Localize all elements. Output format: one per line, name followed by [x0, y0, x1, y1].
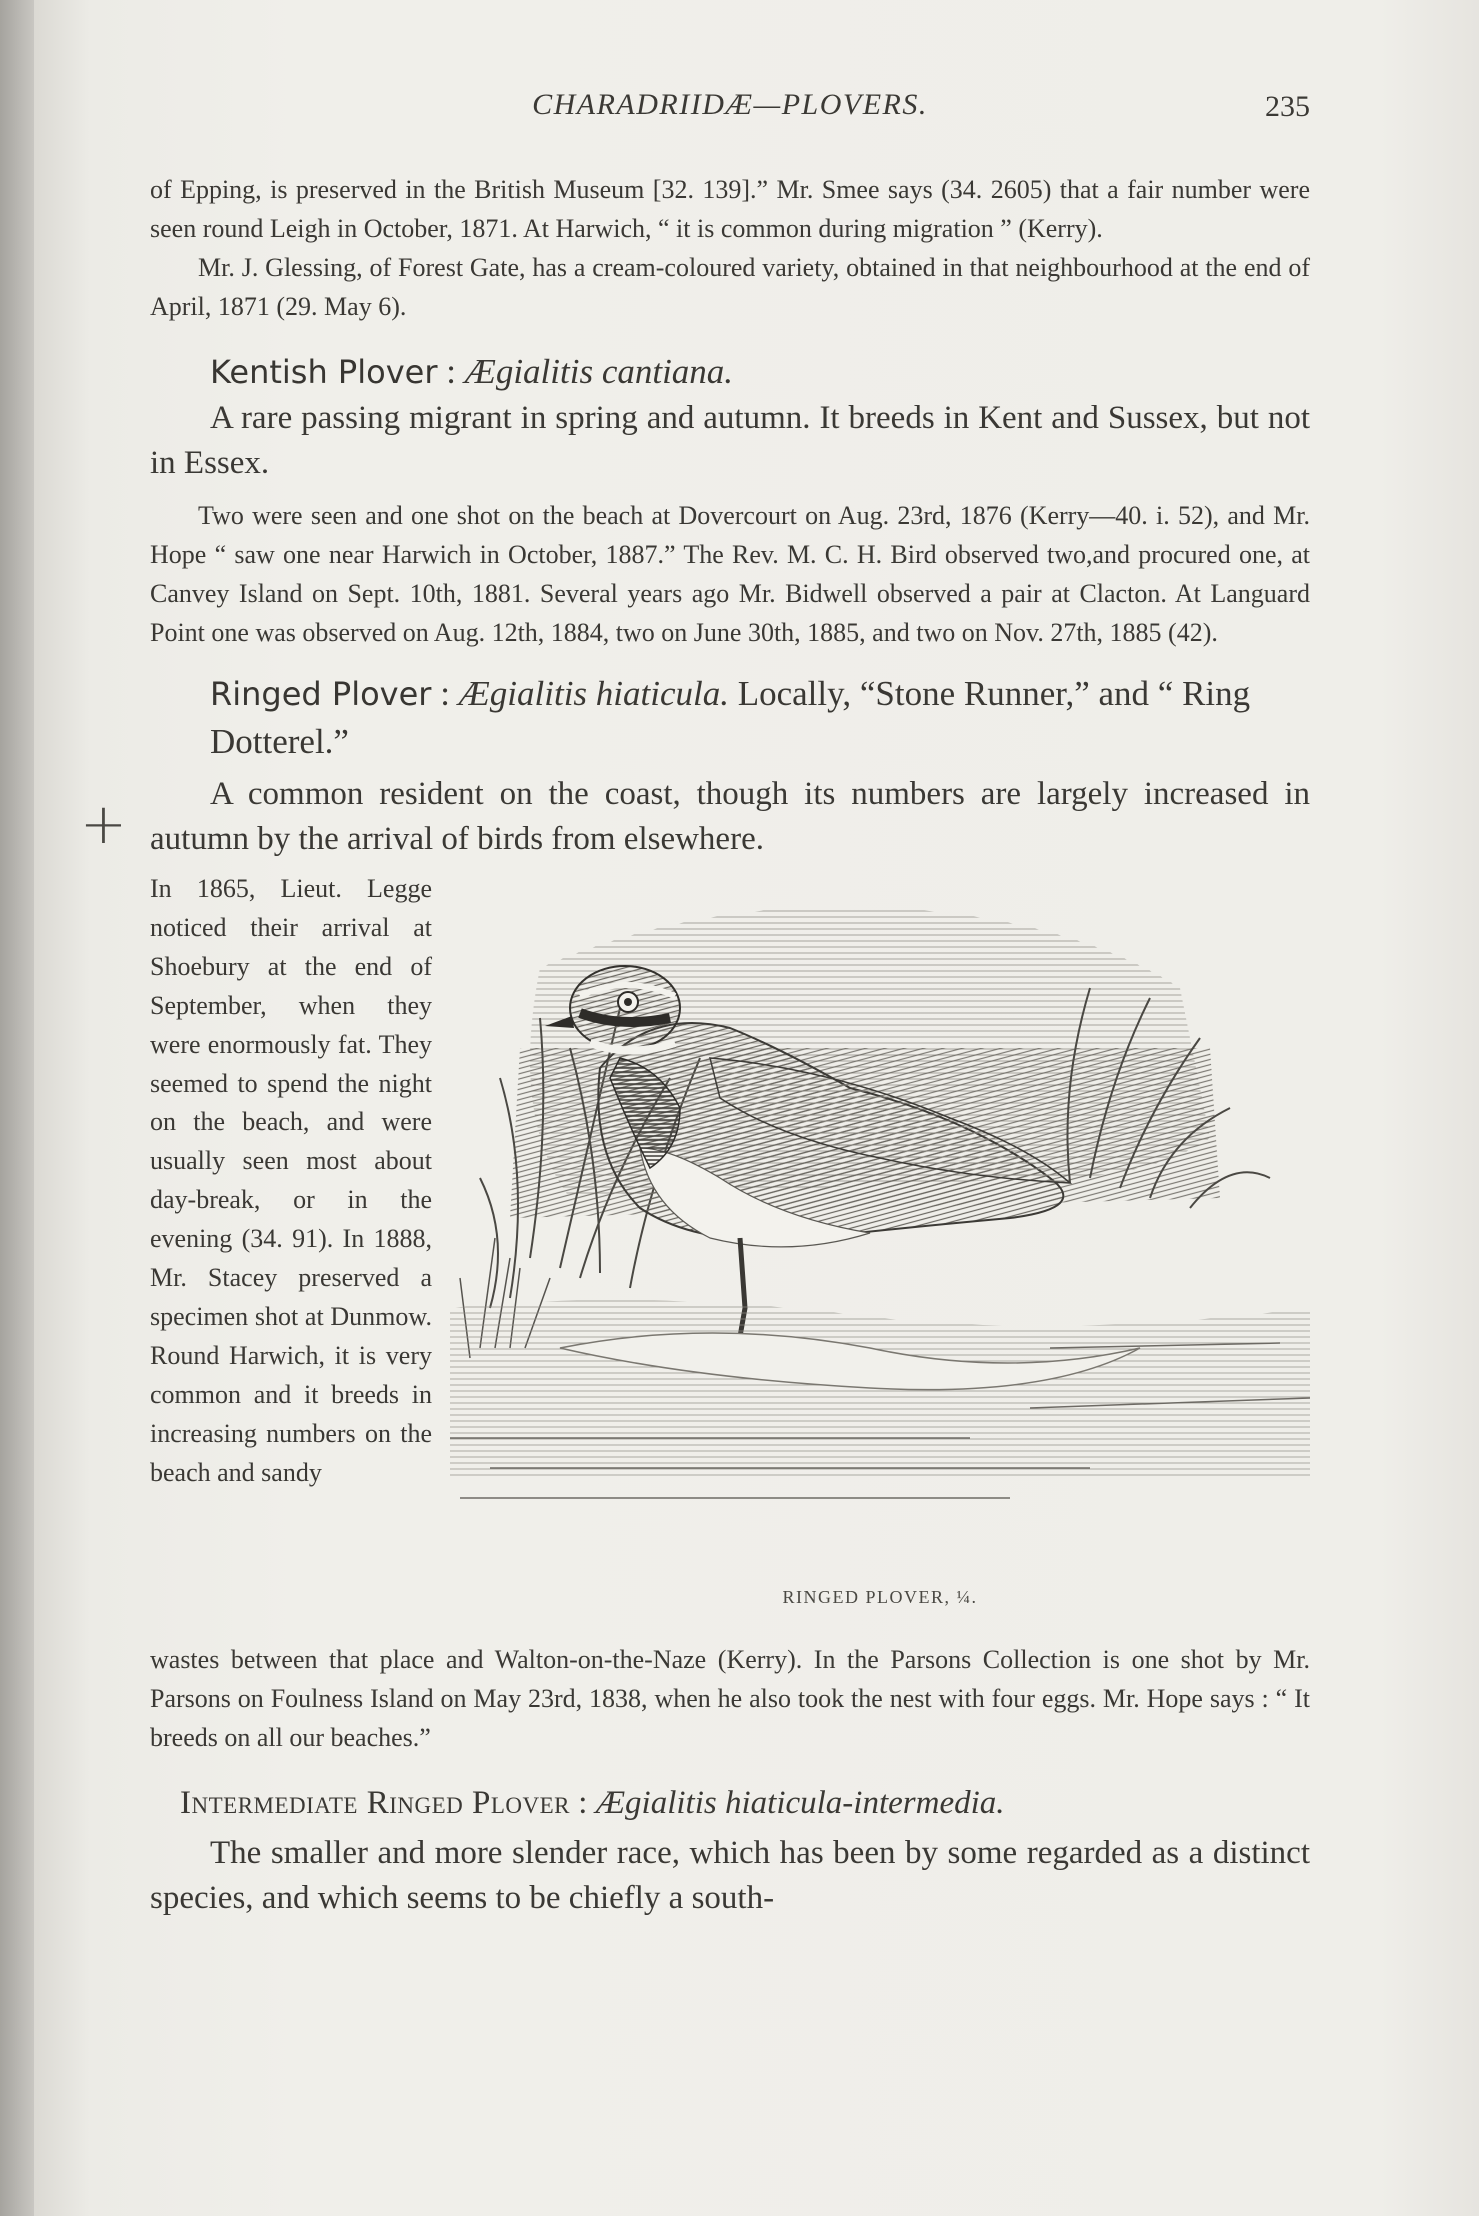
page-number: 235 — [1265, 90, 1310, 123]
intermediate-separator: : — [570, 1785, 596, 1821]
page-gutter-shadow — [0, 0, 34, 2216]
intermediate-summary: The smaller and more slender race, which has been by some regarded as a distinct species, and which seems to be chiefly a south- — [150, 1835, 1310, 1916]
ringed-local-names: Locally, “Stone Runner,” and “ Ring Dotterel.” — [210, 674, 1251, 761]
page-header — [150, 88, 1310, 136]
page-body — [150, 170, 1310, 1921]
ringed-scientific-name: Ægialitis hiaticula. — [458, 674, 729, 713]
kentish-plover-heading — [210, 348, 1310, 396]
ringed-continuation: wastes between that place and Walton-on-the-Naze (Kerry). In the Parsons Collection is one shot by Mr. Parsons on Foulness Island on May 23rd, 1838, when he also took the nest with four eggs. Mr. Hope says : “ It breeds on all our beaches.” — [150, 1645, 1310, 1752]
ringed-common-name: Ringed Plover — [210, 675, 432, 713]
figure-caption: RINGED PLOVER, ¼. — [782, 1587, 978, 1607]
opening-paragraph: of Epping, is preserved in the British Museum [32. 139].” Mr. Smee says (34. 2605) that a fair number were seen round Leigh in October, 1871. At Harwich, “ it is common during migration ” (Kerry). — [150, 175, 1310, 243]
margin-pencil-mark: + — [80, 792, 127, 857]
ringed-plover-illustration — [450, 878, 1310, 1568]
kentish-detail: Two were seen and one shot on the beach at Dovercourt on Aug. 23rd, 1876 (Kerry—40. i. 52), and Mr. Hope “ saw one near Harwich in October, 1887.” The Rev. M. C. H. Bird observed two,and procured one, at Canvey Island on Sept. 10th, 1881. Several years ago Mr. Bidwell observed a pair at Clacton. At Languard Point one was observed on Aug. 12th, 1884, two on June 30th, 1885, and two on Nov. 27th, 1885 (42). — [150, 501, 1310, 647]
kentish-common-name: Kentish Plover — [210, 353, 438, 391]
glessing-paragraph: Mr. J. Glessing, of Forest Gate, has a cream-coloured variety, obtained in that neighbourhood at the end of April, 1871 (29. May 6). — [150, 253, 1310, 321]
kentish-separator: : — [437, 352, 465, 391]
ringed-beside-figure-text: In 1865, Lieut. Legge noticed their arrival at Shoebury at the end of September, when they were enormously fat. They seemed to spend the night on the beach, and were usually seen most about day-break, or in the evening (34. 91). In 1888, Mr. Stacey preserved a specimen shot at Dunmow. Round Harwich, it is very common and it breeds in increasing numbers on the beach and sandy — [150, 874, 432, 1487]
running-head: CHARADRIIDÆ—PLOVERS. — [532, 88, 928, 121]
ringed-separator: : — [431, 674, 459, 713]
figure-block — [150, 870, 1310, 1640]
intermediate-common-name: Intermediate Ringed Plover — [180, 1785, 571, 1821]
ringed-summary: A common resident on the coast, though its numbers are largely increased in autumn by the arrival of birds from elsewhere. — [150, 776, 1310, 857]
intermediate-scientific-name: Ægialitis hiaticula-intermedia. — [595, 1785, 1005, 1821]
ringed-plover-heading — [210, 670, 1310, 766]
intermediate-plover-heading — [180, 1779, 1310, 1827]
kentish-scientific-name: Ægialitis cantiana. — [464, 352, 734, 391]
kentish-summary: A rare passing migrant in spring and autumn. It breeds in Kent and Sussex, but not in Essex. — [150, 400, 1310, 481]
ringed-plover-engraving — [450, 878, 1310, 1608]
